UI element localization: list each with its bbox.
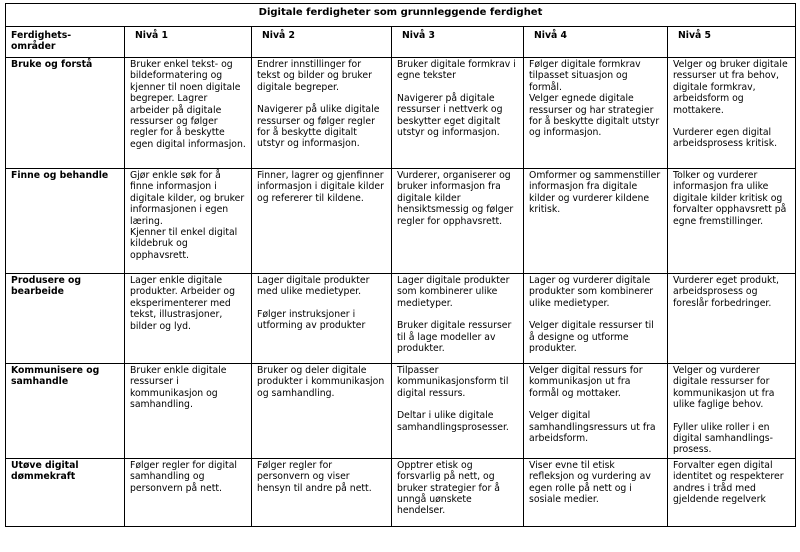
row-area-label: Bruke og forstå: [6, 58, 125, 169]
level-4-cell: [524, 169, 668, 274]
level-2-cell: [252, 458, 392, 526]
paragraph-gap: [673, 116, 790, 127]
header-row: [6, 27, 796, 58]
level-1-cell: [125, 58, 252, 169]
level-3-cell: [392, 274, 524, 364]
level-3-cell: [392, 169, 524, 274]
level-4-cell: [524, 58, 668, 169]
cell-paragraph: Velger digital ressurs for kommunikasjon ut fra formål og mottaker.: [529, 365, 643, 399]
level-3-cell: [392, 364, 524, 459]
cell-paragraph: Lager og vurderer digitale produkter som kombinerer ulike medietyper.: [529, 275, 654, 309]
cell-paragraph: Velger og bruker digitale ressurser ut fra behov, digitale formkrav, arbeidsform og mottakere.: [673, 59, 788, 116]
row-area-label: Produsere og bearbeide: [6, 274, 125, 364]
cell-paragraph: Følger regler for digital samhandling og personvern på nett.: [130, 459, 237, 494]
level-5-cell: [668, 458, 796, 526]
cell-paragraph: Deltar i ulike digitale samhandlingsprosesser.: [397, 410, 509, 433]
level-2-cell: [252, 274, 392, 364]
paragraph-gap: [529, 399, 662, 410]
level-4-cell: [524, 458, 668, 526]
cell-paragraph: Velger digital samhandlingsressurs ut fra arbeidsform.: [529, 410, 656, 445]
cell-paragraph: Opptrer etisk og forsvarlig på nett, og bruker strategier for å unngå uønskete hendelser.: [397, 459, 500, 517]
header-level-2: Nivå 2: [252, 27, 392, 58]
level-2-cell: [252, 169, 392, 274]
cell-paragraph: Viser evne til etisk refleksjon og vurdering av egen rolle på nett og i sosiale medier.: [529, 459, 651, 506]
skills-table: [5, 3, 796, 527]
cell-paragraph: Bruker enkle digitale ressurser i kommunikasjon og samhandling.: [130, 365, 227, 411]
table-row: [6, 364, 796, 459]
level-1-cell: [125, 169, 252, 274]
level-4-cell: [524, 364, 668, 459]
paragraph-gap: [529, 309, 662, 320]
cell-paragraph: Velger og vurderer digitale ressurser for kommunikasjon ut fra ulike faglige behov.: [673, 365, 775, 411]
cell-paragraph: Lager digitale produkter som kombinerer ulike medietyper.: [397, 275, 510, 309]
level-4-cell: [524, 274, 668, 364]
cell-paragraph: Gjør enkle søk for å finne informasjon i digitale kilder, og bruker informasjonen i egen læring.: [130, 170, 245, 227]
cell-paragraph: Velger egnede digitale ressurser og har strategier for å beskytte digitalt utstyr og informasjon.: [529, 93, 660, 139]
paragraph-gap: [397, 309, 518, 320]
level-1-cell: [125, 274, 252, 364]
cell-paragraph: Kjenner til enkel digital kildebruk og opphavsrett.: [130, 227, 238, 261]
cell-paragraph: Omformer og sammenstiller informasjon fra digitale kilder og vurderer kildene kritisk.: [529, 170, 661, 216]
header-level-3: Nivå 3: [392, 27, 524, 58]
cell-paragraph: Følger digitale formkrav tilpasset situasjon og formål.: [529, 59, 641, 93]
paragraph-gap: [397, 399, 518, 410]
header-area: [6, 27, 125, 58]
cell-paragraph: Lager enkle digitale produkter. Arbeider og eksperimenterer med tekst, illustrasjoner, bilder og lyd.: [130, 275, 236, 332]
table-row: [6, 458, 796, 526]
cell-paragraph: Bruker digitale formkrav i egne tekster: [397, 59, 516, 82]
header-area-line-2: områder: [11, 41, 56, 53]
header-area-line-1: Ferdighets-: [11, 30, 72, 41]
header-level-5: Nivå 5: [668, 27, 796, 58]
cell-paragraph: Følger instruksjoner i utforming av produkter: [257, 308, 366, 332]
row-area-label: Kommunisere og samhandle: [6, 364, 125, 459]
cell-paragraph: Finner, lagrer og gjenfinner informasjon i digitale kilder og refererer til kildene.: [257, 170, 384, 204]
row-area-label: Utøve digital dømmekraft: [6, 458, 125, 526]
cell-paragraph: Velger digitale ressurser til å designe og utforme produkter.: [529, 320, 654, 355]
cell-paragraph: Tilpasser kommunikasjonsform til digital ressurs.: [397, 365, 509, 399]
cell-paragraph: Vurderer egen digital arbeidsprosess kritisk.: [673, 127, 778, 150]
table-row: [6, 274, 796, 364]
header-level-1: Nivå 1: [125, 27, 252, 58]
paragraph-gap: [257, 298, 386, 309]
table-title: Digitale ferdigheter som grunnleggende ferdighet: [6, 4, 796, 27]
document-page: [5, 3, 795, 527]
cell-paragraph: Vurderer, organiserer og bruker informasjon fra digitale kilder hensiktsmessig og følger regler for opphavsrett.: [397, 170, 514, 227]
cell-paragraph: Bruker og deler digitale produkter i kommunikasjon og samhandling.: [257, 365, 385, 399]
cell-paragraph: Lager digitale produkter med ulike medietyper.: [257, 275, 370, 298]
level-5-cell: [668, 274, 796, 364]
row-area-label: Finne og behandle: [6, 169, 125, 274]
paragraph-gap: [673, 411, 790, 422]
paragraph-gap: [257, 93, 386, 104]
table-row: [6, 58, 796, 169]
header-level-4: Nivå 4: [524, 27, 668, 58]
level-5-cell: [668, 58, 796, 169]
table-row: [6, 169, 796, 274]
cell-paragraph: Følger regler for personvern og viser hensyn til andre på nett.: [257, 459, 372, 494]
cell-paragraph: Bruker digitale ressurser til å lage modeller av produkter.: [397, 320, 512, 355]
level-2-cell: [252, 364, 392, 459]
level-2-cell: [252, 58, 392, 169]
cell-paragraph: Forvalter egen digital identitet og respekterer andres i tråd med gjeldende regelverk: [673, 459, 784, 506]
level-1-cell: [125, 364, 252, 459]
cell-paragraph: Navigerer på digitale ressurser i nettverk og beskytter eget digitalt utstyr og informasjon.: [397, 92, 503, 139]
level-5-cell: [668, 364, 796, 459]
paragraph-gap: [397, 82, 518, 93]
cell-paragraph: Bruker enkel tekst- og bildeformatering og kjenner til noen digitale begreper. Lagrer arbeider på digitale ressurser og følger regler for å beskytte egen digital informasjon.: [130, 59, 246, 150]
cell-paragraph: Tolker og vurderer informasjon fra ulike digitale kilder kritisk og forvalter opphavsrett på egne fremstillinger.: [673, 170, 787, 227]
level-5-cell: [668, 169, 796, 274]
cell-paragraph: Endrer innstillinger for tekst og bilder og bruker digitale begreper.: [257, 59, 372, 93]
cell-paragraph: Fyller ulike roller i en digital samhandlings-prosess.: [673, 421, 773, 456]
level-3-cell: [392, 58, 524, 169]
level-1-cell: [125, 458, 252, 526]
cell-paragraph: Navigerer på ulike digitale ressurser og følger regler for å beskytte digitalt utstyr og informasjon.: [257, 104, 380, 150]
level-3-cell: [392, 458, 524, 526]
cell-paragraph: Vurderer eget produkt, arbeidsprosess og foreslår forbedringer.: [673, 275, 779, 309]
